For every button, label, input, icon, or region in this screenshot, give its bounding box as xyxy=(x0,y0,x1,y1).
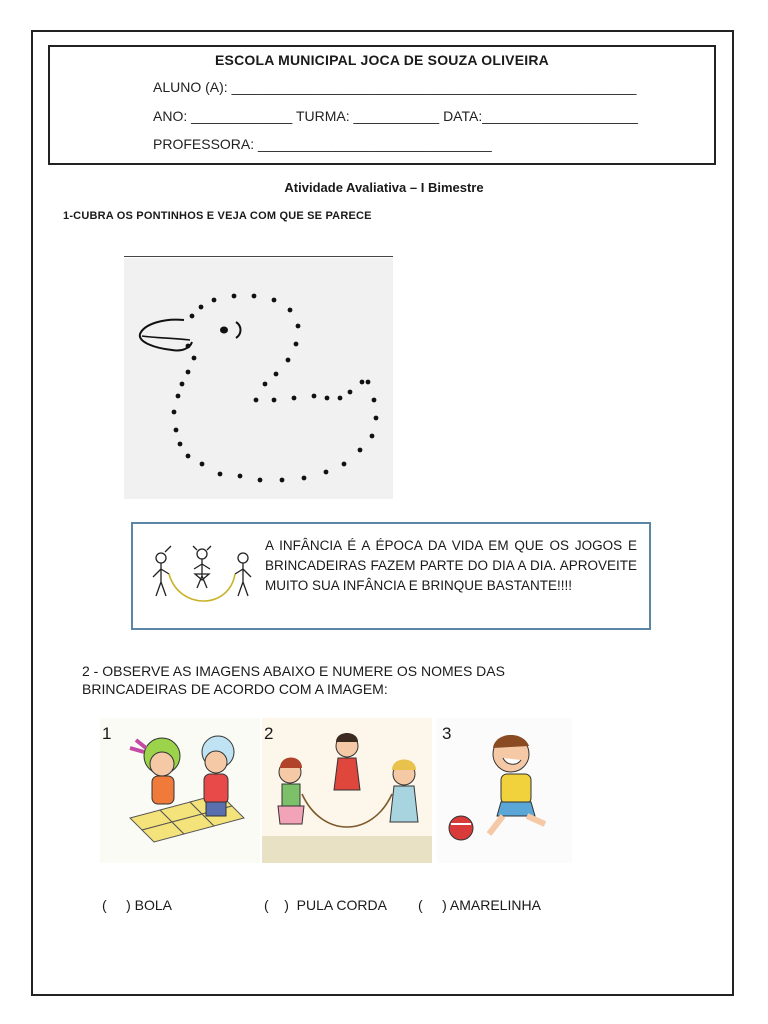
dot-to-dot-duck-icon xyxy=(124,258,393,499)
hopscotch-illustration-icon xyxy=(100,718,260,863)
school-name: ESCOLA MUNICIPAL JOCA DE SOUZA OLIVEIRA xyxy=(215,52,549,68)
question-1: 1-CUBRA OS PONTINHOS E VEJA COM QUE SE PARECE xyxy=(63,210,372,222)
image-number-3: 3 xyxy=(442,724,452,743)
option-bola[interactable]: ( ) BOLA xyxy=(102,897,173,913)
teacher-field[interactable]: PROFESSORA: ______________________________ xyxy=(153,136,492,152)
option-pula-corda[interactable]: ( ) PULA CORDA xyxy=(264,897,387,913)
ball-kick-illustration-icon xyxy=(437,718,572,863)
childhood-message: A INFÂNCIA É A ÉPOCA DA VIDA EM QUE OS JOGOS E BRINCADEIRAS FAZEM PARTE DO DIA A DIA. APROVEITE MUITO SUA INFÂNCIA E BRINQUE BASTANTE!!!! xyxy=(265,538,637,593)
student-name-field[interactable]: ALUNO (A): ____________________________________________________ xyxy=(153,79,637,95)
image-jump-rope xyxy=(262,718,432,863)
question-2: 2 - OBSERVE AS IMAGENS ABAIXO E NUMERE OS NOMES DAS BRINCADEIRAS DE ACORDO COM A IMAGEM: xyxy=(82,663,505,697)
children-jump-rope-drawing-icon xyxy=(149,544,259,614)
image-number-2: 2 xyxy=(264,724,274,743)
activity-title: Atividade Avaliativa – I Bimestre xyxy=(284,180,484,195)
jump-rope-illustration-icon xyxy=(262,718,432,863)
header-box xyxy=(48,45,716,165)
divider xyxy=(124,256,393,257)
year-class-date-field[interactable]: ANO: _____________ TURMA: ___________ DATA:____________________ xyxy=(153,108,638,124)
image-hopscotch xyxy=(100,718,260,863)
image-ball xyxy=(437,718,572,863)
image-number-1: 1 xyxy=(102,724,112,743)
option-amarelinha[interactable]: ( ) AMARELINHA xyxy=(418,897,541,913)
childhood-message-box xyxy=(131,522,651,630)
